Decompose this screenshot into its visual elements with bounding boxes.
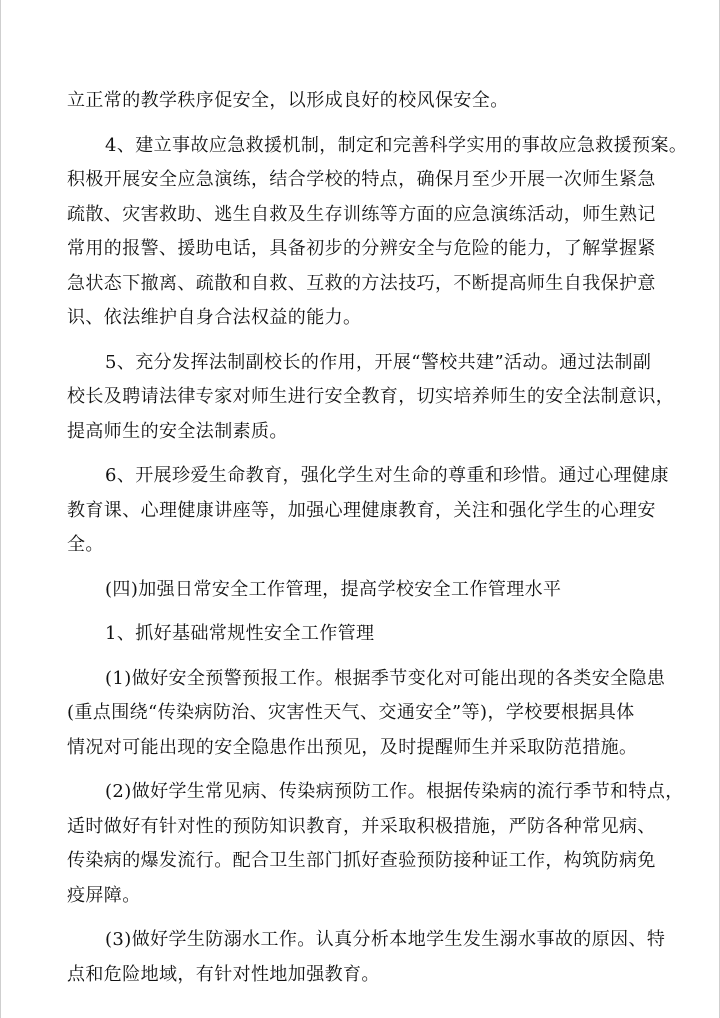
text-line: (3)做好学生防溺水工作。认真分析本地学生发生溺水事故的原因、特	[105, 929, 666, 950]
text-line: 识、依法维护自身合法权益的能力。	[67, 307, 362, 328]
text-line: 急状态下撤离、疏散和自救、互救的方法技巧，不断提高师生自我保护意	[67, 272, 656, 294]
paragraph	[67, 84, 657, 119]
text-line: (四)加强日常安全工作管理，提高学校安全工作管理水平	[105, 578, 562, 600]
text-line: 情况对可能出现的安全隐患作出预见，及时提醒师生并采取防范措施。	[67, 736, 638, 758]
text-line: (2)做好学生常见病、传染病预防工作。根据传染病的流行季节和特点，	[105, 781, 684, 802]
text-line: 教育课、心理健康讲座等，加强心理健康教育，关注和强化学生的心理安	[67, 499, 656, 521]
paragraph	[67, 129, 688, 336]
text-line: (1)做好安全预警预报工作。根据季节变化对可能出现的各类安全隐患	[105, 667, 666, 689]
text-line: 点和危险地域，有针对性地加强教育。	[67, 963, 380, 985]
paragraph	[67, 617, 657, 652]
paragraph	[67, 573, 657, 608]
paragraph	[67, 459, 669, 563]
text-line: 适时做好有针对性的预防知识教育，并采取积极措施，严防各种常见病、	[67, 815, 656, 837]
paragraph	[67, 346, 675, 450]
text-line: 4、建立事故应急救援机制，制定和完善科学实用的事故应急救援预案。	[105, 134, 688, 156]
text-line: (重点围绕“传染病防治、灾害性天气、交通安全”等)，学校要根据具体	[67, 702, 635, 723]
text-line: 常用的报警、援助电话，具备初步的分辨安全与危险的能力，了解掌握紧	[67, 238, 656, 259]
paragraph	[67, 923, 666, 992]
text-line: 提高师生的安全法制素质。	[67, 420, 288, 442]
text-line: 传染病的爆发流行。配合卫生部门抓好查验预防接种证工作，构筑防病免	[67, 850, 656, 871]
text-line: 疏散、灾害救助、逃生自救及生存训练等方面的应急演练活动，师生熟记	[67, 203, 656, 225]
text-line: 立正常的教学秩序促安全，以形成良好的校风保安全。	[67, 90, 509, 111]
text-line: 6、开展珍爱生命教育，强化学生对生命的尊重和珍惜。通过心理健康	[105, 465, 669, 486]
text-line: 5、充分发挥法制副校长的作用，开展“警校共建”活动。通过法制副	[105, 351, 652, 373]
paragraph	[67, 775, 684, 913]
document-body	[67, 84, 688, 1002]
text-line: 疫屏障。	[67, 884, 141, 906]
text-line: 1、抓好基础常规性安全工作管理	[105, 623, 375, 644]
text-line: 校长及聘请法律专家对师生进行安全教育，切实培养师生的安全法制意识，	[67, 386, 675, 407]
paragraph	[67, 662, 666, 766]
text-line: 积极开展安全应急演练，结合学校的特点，确保月至少开展一次师生紧急	[67, 169, 656, 190]
text-line: 全。	[67, 534, 104, 555]
